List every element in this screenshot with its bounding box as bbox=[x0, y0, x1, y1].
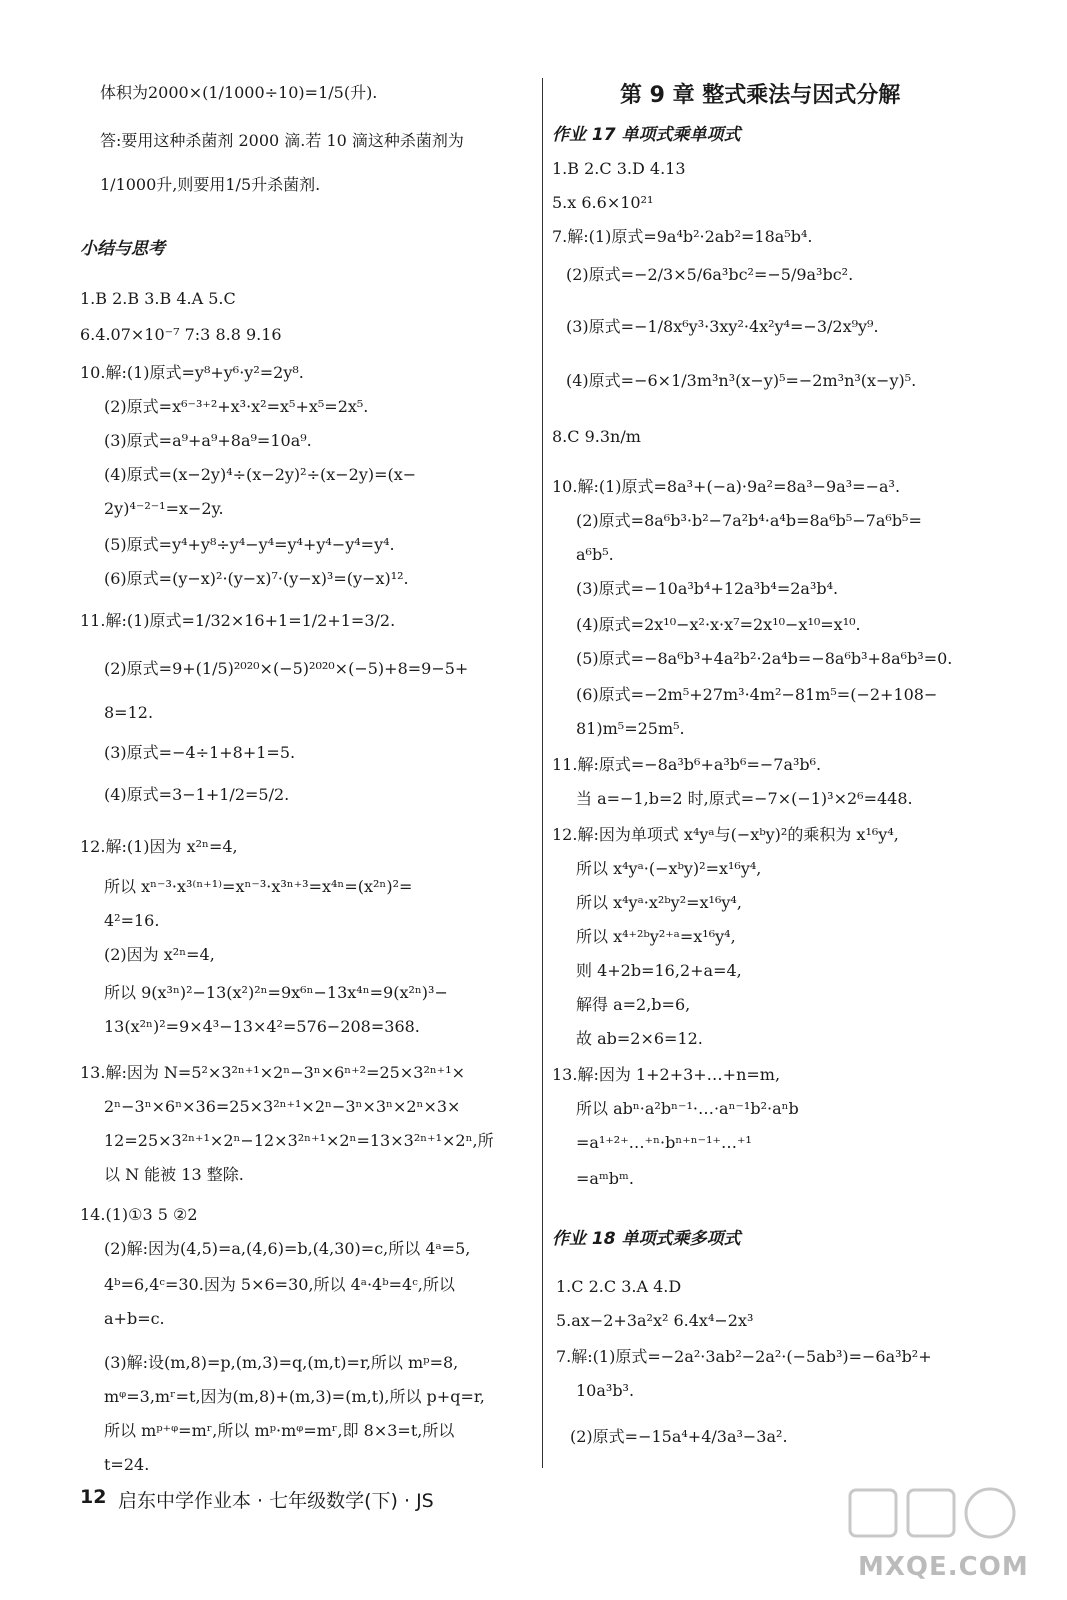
left-answer-line: 1.B 2.B 3.B 4.A 5.C bbox=[80, 289, 236, 308]
right-answer-line: 解得 a=2,b=6, bbox=[576, 995, 691, 1014]
left-answer-line: 6.4.07×10⁻⁷ 7:3 8.8 9.16 bbox=[80, 325, 282, 344]
right-answer-line: 8.C 9.3n/m bbox=[552, 427, 641, 446]
right-answer-line: 所以 x⁴yᵃ·(−xᵇy)²=x¹⁶y⁴, bbox=[576, 859, 762, 878]
right-answer-line: 1.C 2.C 3.A 4.D bbox=[556, 1277, 682, 1296]
right-answer-line: =aᵐbᵐ. bbox=[576, 1169, 634, 1188]
left-heading: 小结与思考 bbox=[80, 239, 165, 259]
right-answer-line: (2)原式=−2/3×5/6a³bc²=−5/9a³bc². bbox=[566, 265, 854, 284]
left-answer-line: a+b=c. bbox=[104, 1309, 165, 1328]
right-answer-line: 所以 x⁴⁺²ᵇy²⁺ᵃ=x¹⁶y⁴, bbox=[576, 927, 736, 946]
left-answer-line: 13(x²ⁿ)²=9×4³−13×4²=576−208=368. bbox=[104, 1017, 420, 1036]
right-heading: 作业 17 单项式乘单项式 bbox=[552, 125, 741, 145]
page-number: 12 bbox=[80, 1486, 107, 1508]
right-answer-line: 则 4+2b=16,2+a=4, bbox=[576, 961, 742, 980]
left-answer-line: (6)原式=(y−x)²·(y−x)⁷·(y−x)³=(y−x)¹². bbox=[104, 569, 409, 588]
right-answer-line: 81)m⁵=25m⁵. bbox=[576, 719, 685, 738]
right-answer-line: 10a³b³. bbox=[576, 1381, 635, 1400]
left-answer-line: (2)解:因为(4,5)=a,(4,6)=b,(4,30)=c,所以 4ᵃ=5, bbox=[104, 1239, 471, 1258]
left-answer-line: (3)原式=−4÷1+8+1=5. bbox=[104, 743, 296, 762]
right-heading: 作业 18 单项式乘多项式 bbox=[552, 1229, 741, 1249]
left-answer-line: (2)原式=9+(1/5)²⁰²⁰×(−5)²⁰²⁰×(−5)+8=9−5+ bbox=[104, 659, 469, 678]
left-answer-line: (3)原式=a⁹+a⁹+8a⁹=10a⁹. bbox=[104, 431, 312, 450]
left-answer-line: 11.解:(1)原式=1/32×16+1=1/2+1=3/2. bbox=[80, 611, 396, 630]
column-divider bbox=[542, 78, 543, 1468]
right-answer-line: 7.解:(1)原式=9a⁴b²·2ab²=18a⁵b⁴. bbox=[552, 227, 813, 246]
left-answer-line: 1/1000升,则要用1/5升杀菌剂. bbox=[100, 175, 321, 194]
left-answer-line: 以 N 能被 13 整除. bbox=[104, 1165, 244, 1184]
left-answer-line: 体积为2000×(1/1000÷10)=1/5(升). bbox=[100, 83, 378, 102]
right-answer-line: 10.解:(1)原式=8a³+(−a)·9a²=8a³−9a³=−a³. bbox=[552, 477, 901, 496]
right-answer-line: 所以 x⁴yᵃ·x²ᵇy²=x¹⁶y⁴, bbox=[576, 893, 742, 912]
left-answer-line: 答:要用这种杀菌剂 2000 滴.若 10 滴这种杀菌剂为 bbox=[100, 131, 464, 150]
right-answer-line: (2)原式=−15a⁴+4/3a³−3a². bbox=[570, 1427, 788, 1446]
left-answer-line: 2ⁿ−3ⁿ×6ⁿ×36=25×3²ⁿ⁺¹×2ⁿ−3ⁿ×3ⁿ×2ⁿ×3× bbox=[104, 1097, 461, 1116]
right-chapter: 第 9 章 整式乘法与因式分解 bbox=[620, 83, 901, 108]
watermark-site-text: MXQE.COM bbox=[858, 1552, 1029, 1582]
right-answer-line: 7.解:(1)原式=−2a²·3ab²−2a²·(−5ab³)=−6a³b²+ bbox=[556, 1347, 932, 1366]
right-answer-line: (2)原式=8a⁶b³·b²−7a²b⁴·a⁴b=8a⁶b⁵−7a⁶b⁵= bbox=[576, 511, 922, 530]
left-answer-line: (5)原式=y⁴+y⁸÷y⁴−y⁴=y⁴+y⁴−y⁴=y⁴. bbox=[104, 535, 395, 554]
left-answer-line: mᵠ=3,mʳ=t,因为(m,8)+(m,3)=(m,t),所以 p+q=r, bbox=[104, 1387, 485, 1406]
left-answer-line: 2y)⁴⁻²⁻¹=x−2y. bbox=[104, 499, 224, 518]
left-answer-line: 14.(1)①3 5 ②2 bbox=[80, 1205, 198, 1224]
right-answer-line: (3)原式=−1/8x⁶y³·3xy²·4x²y⁴=−3/2x⁹y⁹. bbox=[566, 317, 879, 336]
left-answer-line: (4)原式=(x−2y)⁴÷(x−2y)²÷(x−2y)=(x− bbox=[104, 465, 417, 484]
left-answer-line: (4)原式=3−1+1/2=5/2. bbox=[104, 785, 290, 804]
left-answer-line: (3)解:设(m,8)=p,(m,3)=q,(m,t)=r,所以 mᵖ=8, bbox=[104, 1353, 459, 1372]
right-answer-line: (6)原式=−2m⁵+27m³·4m²−81m⁵=(−2+108− bbox=[576, 685, 938, 704]
right-answer-line: 5.x 6.6×10²¹ bbox=[552, 193, 654, 212]
left-answer-line: 4ᵇ=6,4ᶜ=30.因为 5×6=30,所以 4ᵃ·4ᵇ=4ᶜ,所以 bbox=[104, 1275, 455, 1294]
left-answer-line: 4²=16. bbox=[104, 911, 160, 930]
right-answer-line: 11.解:原式=−8a³b⁶+a³b⁶=−7a³b⁶. bbox=[552, 755, 822, 774]
right-answer-line: 故 ab=2×6=12. bbox=[576, 1029, 703, 1048]
left-answer-line: 13.解:因为 N=5²×3²ⁿ⁺¹×2ⁿ−3ⁿ×6ⁿ⁺²=25×3²ⁿ⁺¹× bbox=[80, 1063, 466, 1082]
right-answer-line: (4)原式=−6×1/3m³n³(x−y)⁵=−2m³n³(x−y)⁵. bbox=[566, 371, 917, 390]
left-answer-line: t=24. bbox=[104, 1455, 150, 1474]
left-answer-line: 所以 mᵖ⁺ᵠ=mʳ,所以 mᵖ·mᵠ=mʳ,即 8×3=t,所以 bbox=[104, 1421, 455, 1440]
right-answer-line: 13.解:因为 1+2+3+…+n=m, bbox=[552, 1065, 781, 1084]
left-answer-line: (2)因为 x²ⁿ=4, bbox=[104, 945, 215, 964]
left-answer-line: 12.解:(1)因为 x²ⁿ=4, bbox=[80, 837, 238, 856]
left-answer-line: 8=12. bbox=[104, 703, 154, 722]
right-answer-line: (5)原式=−8a⁶b³+4a²b²·2a⁴b=−8a⁶b³+8a⁶b³=0. bbox=[576, 649, 953, 668]
right-answer-line: 5.ax−2+3a²x² 6.4x⁴−2x³ bbox=[556, 1311, 754, 1330]
right-answer-line: (3)原式=−10a³b⁴+12a³b⁴=2a³b⁴. bbox=[576, 579, 839, 598]
left-answer-line: 10.解:(1)原式=y⁸+y⁶·y²=2y⁸. bbox=[80, 363, 304, 382]
left-answer-line: (2)原式=x⁶⁻³⁺²+x³·x²=x⁵+x⁵=2x⁵. bbox=[104, 397, 369, 416]
right-answer-line: (4)原式=2x¹⁰−x²·x·x⁷=2x¹⁰−x¹⁰=x¹⁰. bbox=[576, 615, 861, 634]
left-answer-line: 所以 xⁿ⁻³·x³⁽ⁿ⁺¹⁾=xⁿ⁻³·x³ⁿ⁺³=x⁴ⁿ=(x²ⁿ)²= bbox=[104, 877, 413, 896]
right-answer-line: a⁶b⁵. bbox=[576, 545, 614, 564]
left-answer-line: 所以 9(x³ⁿ)²−13(x²)²ⁿ=9x⁶ⁿ−13x⁴ⁿ=9(x²ⁿ)³− bbox=[104, 983, 448, 1002]
left-answer-line: 12=25×3²ⁿ⁺¹×2ⁿ−12×3²ⁿ⁺¹×2ⁿ=13×3²ⁿ⁺¹×2ⁿ,所 bbox=[104, 1131, 494, 1150]
book-title: 启东中学作业本 · 七年级数学(下) · JS bbox=[118, 1490, 434, 1512]
right-answer-line: 1.B 2.C 3.D 4.13 bbox=[552, 159, 686, 178]
right-answer-line: 所以 abⁿ·a²bⁿ⁻¹·…·aⁿ⁻¹b²·aⁿb bbox=[576, 1099, 799, 1118]
right-answer-line: 当 a=−1,b=2 时,原式=−7×(−1)³×2⁶=448. bbox=[576, 789, 913, 808]
right-answer-line: 12.解:因为单项式 x⁴yᵃ与(−xᵇy)²的乘积为 x¹⁶y⁴, bbox=[552, 825, 899, 844]
right-answer-line: =a¹⁺²⁺…⁺ⁿ·bⁿ⁺ⁿ⁻¹⁺…⁺¹ bbox=[576, 1133, 752, 1152]
